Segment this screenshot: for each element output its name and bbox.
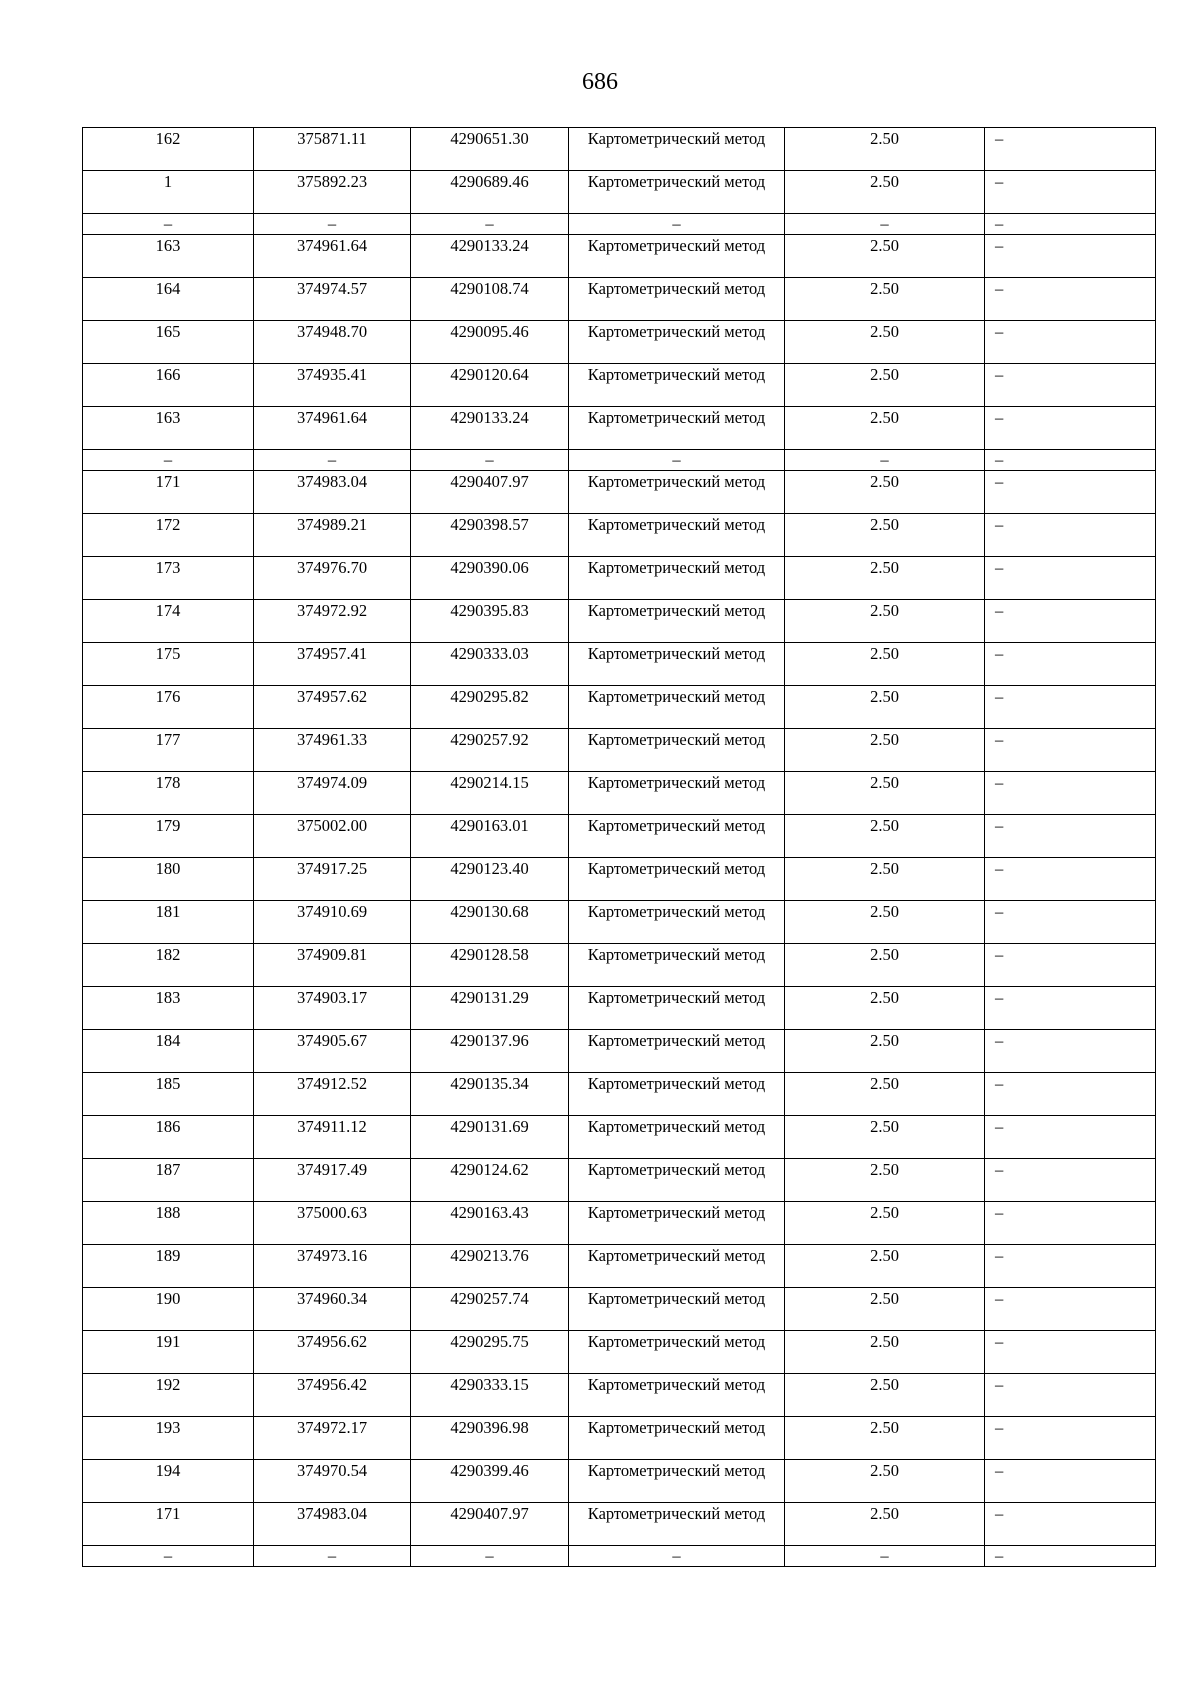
table-row <box>83 600 1156 643</box>
y-coordinate-cell: 4290689.46 <box>411 171 569 214</box>
y-coordinate-cell: 4290407.97 <box>411 1503 569 1546</box>
y-coordinate-cell: 4290295.82 <box>411 686 569 729</box>
table-row <box>83 1116 1156 1159</box>
accuracy-cell: 2.50 <box>785 1460 985 1503</box>
table-row <box>83 1460 1156 1503</box>
method-cell: Картометрический метод <box>569 1245 785 1288</box>
point-number-cell: 178 <box>83 772 254 815</box>
y-coordinate-cell: 4290214.15 <box>411 772 569 815</box>
y-coordinate-cell: 4290128.58 <box>411 944 569 987</box>
x-coordinate-cell: 374973.16 <box>254 1245 411 1288</box>
method-cell: Картометрический метод <box>569 1288 785 1331</box>
x-coordinate-cell: – <box>254 1546 411 1567</box>
x-coordinate-cell: 374956.62 <box>254 1331 411 1374</box>
point-number-cell: 181 <box>83 901 254 944</box>
y-coordinate-cell: 4290131.29 <box>411 987 569 1030</box>
x-coordinate-cell: 374974.57 <box>254 278 411 321</box>
note-cell: – <box>985 1331 1156 1374</box>
y-coordinate-cell: 4290095.46 <box>411 321 569 364</box>
accuracy-cell: 2.50 <box>785 600 985 643</box>
x-coordinate-cell: 374917.25 <box>254 858 411 901</box>
x-coordinate-cell: 374957.41 <box>254 643 411 686</box>
accuracy-cell: 2.50 <box>785 944 985 987</box>
table-row <box>83 364 1156 407</box>
y-coordinate-cell: 4290135.34 <box>411 1073 569 1116</box>
point-number-cell: 191 <box>83 1331 254 1374</box>
x-coordinate-cell: 375002.00 <box>254 815 411 858</box>
accuracy-cell: 2.50 <box>785 364 985 407</box>
y-coordinate-cell: 4290407.97 <box>411 471 569 514</box>
y-coordinate-cell: 4290130.68 <box>411 901 569 944</box>
table-row <box>83 514 1156 557</box>
note-cell: – <box>985 235 1156 278</box>
point-number-cell: 1 <box>83 171 254 214</box>
accuracy-cell: 2.50 <box>785 471 985 514</box>
table-row <box>83 1503 1156 1546</box>
y-coordinate-cell: – <box>411 1546 569 1567</box>
x-coordinate-cell: 374961.33 <box>254 729 411 772</box>
point-number-cell: 182 <box>83 944 254 987</box>
table-row <box>83 1546 1156 1567</box>
table-row <box>83 815 1156 858</box>
point-number-cell: 185 <box>83 1073 254 1116</box>
accuracy-cell: 2.50 <box>785 235 985 278</box>
y-coordinate-cell: 4290120.64 <box>411 364 569 407</box>
note-cell: – <box>985 1030 1156 1073</box>
point-number-cell: 176 <box>83 686 254 729</box>
x-coordinate-cell: 374972.17 <box>254 1417 411 1460</box>
x-coordinate-cell: 374989.21 <box>254 514 411 557</box>
note-cell: – <box>985 1374 1156 1417</box>
point-number-cell: 174 <box>83 600 254 643</box>
accuracy-cell: 2.50 <box>785 278 985 321</box>
x-coordinate-cell: 375871.11 <box>254 128 411 171</box>
note-cell: – <box>985 1245 1156 1288</box>
accuracy-cell: 2.50 <box>785 729 985 772</box>
y-coordinate-cell: 4290333.15 <box>411 1374 569 1417</box>
y-coordinate-cell: 4290399.46 <box>411 1460 569 1503</box>
x-coordinate-cell: 374961.64 <box>254 407 411 450</box>
method-cell: Картометрический метод <box>569 364 785 407</box>
method-cell: Картометрический метод <box>569 1460 785 1503</box>
point-number-cell: 163 <box>83 407 254 450</box>
note-cell: – <box>985 643 1156 686</box>
x-coordinate-cell: – <box>254 450 411 471</box>
point-number-cell: 193 <box>83 1417 254 1460</box>
method-cell: Картометрический метод <box>569 772 785 815</box>
table-row <box>83 1417 1156 1460</box>
table-row <box>83 944 1156 987</box>
y-coordinate-cell: 4290131.69 <box>411 1116 569 1159</box>
table-row <box>83 278 1156 321</box>
method-cell: Картометрический метод <box>569 1116 785 1159</box>
accuracy-cell: 2.50 <box>785 1288 985 1331</box>
x-coordinate-cell: 374961.64 <box>254 235 411 278</box>
point-number-cell: 183 <box>83 987 254 1030</box>
accuracy-cell: 2.50 <box>785 987 985 1030</box>
note-cell: – <box>985 772 1156 815</box>
table-row <box>83 772 1156 815</box>
note-cell: – <box>985 1546 1156 1567</box>
method-cell: Картометрический метод <box>569 1073 785 1116</box>
accuracy-cell: – <box>785 1546 985 1567</box>
accuracy-cell: 2.50 <box>785 858 985 901</box>
x-coordinate-cell: 374970.54 <box>254 1460 411 1503</box>
table-row <box>83 987 1156 1030</box>
method-cell: Картометрический метод <box>569 901 785 944</box>
method-cell: Картометрический метод <box>569 600 785 643</box>
y-coordinate-cell: 4290133.24 <box>411 235 569 278</box>
method-cell: Картометрический метод <box>569 686 785 729</box>
y-coordinate-cell: 4290163.01 <box>411 815 569 858</box>
method-cell: – <box>569 1546 785 1567</box>
x-coordinate-cell: 374974.09 <box>254 772 411 815</box>
note-cell: – <box>985 1288 1156 1331</box>
method-cell: Картометрический метод <box>569 1374 785 1417</box>
y-coordinate-cell: 4290163.43 <box>411 1202 569 1245</box>
accuracy-cell: 2.50 <box>785 1245 985 1288</box>
x-coordinate-cell: 374960.34 <box>254 1288 411 1331</box>
accuracy-cell: 2.50 <box>785 128 985 171</box>
accuracy-cell: 2.50 <box>785 1417 985 1460</box>
method-cell: Картометрический метод <box>569 1159 785 1202</box>
table-row <box>83 858 1156 901</box>
note-cell: – <box>985 1202 1156 1245</box>
accuracy-cell: 2.50 <box>785 1202 985 1245</box>
y-coordinate-cell: 4290124.62 <box>411 1159 569 1202</box>
note-cell: – <box>985 128 1156 171</box>
table-row <box>83 1288 1156 1331</box>
note-cell: – <box>985 321 1156 364</box>
table-row <box>83 557 1156 600</box>
point-number-cell: 175 <box>83 643 254 686</box>
method-cell: – <box>569 214 785 235</box>
table-row <box>83 214 1156 235</box>
point-number-cell: 187 <box>83 1159 254 1202</box>
note-cell: – <box>985 901 1156 944</box>
note-cell: – <box>985 1073 1156 1116</box>
coordinates-table <box>82 127 1156 1567</box>
method-cell: Картометрический метод <box>569 1331 785 1374</box>
page-number: 686 <box>582 69 618 95</box>
method-cell: Картометрический метод <box>569 407 785 450</box>
note-cell: – <box>985 815 1156 858</box>
note-cell: – <box>985 450 1156 471</box>
x-coordinate-cell: 374935.41 <box>254 364 411 407</box>
point-number-cell: 165 <box>83 321 254 364</box>
table-row <box>83 643 1156 686</box>
table-row <box>83 1030 1156 1073</box>
method-cell: Картометрический метод <box>569 471 785 514</box>
accuracy-cell: 2.50 <box>785 321 985 364</box>
accuracy-cell: 2.50 <box>785 171 985 214</box>
point-number-cell: 171 <box>83 1503 254 1546</box>
table-row <box>83 1202 1156 1245</box>
x-coordinate-cell: 375892.23 <box>254 171 411 214</box>
accuracy-cell: 2.50 <box>785 1159 985 1202</box>
y-coordinate-cell: 4290257.92 <box>411 729 569 772</box>
note-cell: – <box>985 214 1156 235</box>
method-cell: Картометрический метод <box>569 171 785 214</box>
x-coordinate-cell: 374911.12 <box>254 1116 411 1159</box>
table-row <box>83 407 1156 450</box>
note-cell: – <box>985 557 1156 600</box>
y-coordinate-cell: 4290333.03 <box>411 643 569 686</box>
x-coordinate-cell: 374972.92 <box>254 600 411 643</box>
method-cell: Картометрический метод <box>569 987 785 1030</box>
note-cell: – <box>985 364 1156 407</box>
method-cell: Картометрический метод <box>569 729 785 772</box>
point-number-cell: 192 <box>83 1374 254 1417</box>
point-number-cell: 166 <box>83 364 254 407</box>
note-cell: – <box>985 729 1156 772</box>
note-cell: – <box>985 1159 1156 1202</box>
accuracy-cell: – <box>785 214 985 235</box>
y-coordinate-cell: 4290396.98 <box>411 1417 569 1460</box>
accuracy-cell: 2.50 <box>785 407 985 450</box>
x-coordinate-cell: 374910.69 <box>254 901 411 944</box>
point-number-cell: 173 <box>83 557 254 600</box>
note-cell: – <box>985 1460 1156 1503</box>
x-coordinate-cell: 374905.67 <box>254 1030 411 1073</box>
note-cell: – <box>985 944 1156 987</box>
table-row <box>83 686 1156 729</box>
note-cell: – <box>985 514 1156 557</box>
point-number-cell: – <box>83 214 254 235</box>
x-coordinate-cell: 374948.70 <box>254 321 411 364</box>
table-row <box>83 1331 1156 1374</box>
point-number-cell: 172 <box>83 514 254 557</box>
point-number-cell: 164 <box>83 278 254 321</box>
y-coordinate-cell: 4290123.40 <box>411 858 569 901</box>
accuracy-cell: 2.50 <box>785 686 985 729</box>
point-number-cell: 179 <box>83 815 254 858</box>
x-coordinate-cell: 375000.63 <box>254 1202 411 1245</box>
table-row <box>83 1374 1156 1417</box>
point-number-cell: 190 <box>83 1288 254 1331</box>
x-coordinate-cell: – <box>254 214 411 235</box>
point-number-cell: 162 <box>83 128 254 171</box>
note-cell: – <box>985 471 1156 514</box>
note-cell: – <box>985 858 1156 901</box>
note-cell: – <box>985 1503 1156 1546</box>
note-cell: – <box>985 686 1156 729</box>
x-coordinate-cell: 374912.52 <box>254 1073 411 1116</box>
note-cell: – <box>985 407 1156 450</box>
accuracy-cell: 2.50 <box>785 901 985 944</box>
method-cell: Картометрический метод <box>569 235 785 278</box>
method-cell: Картометрический метод <box>569 514 785 557</box>
accuracy-cell: 2.50 <box>785 1331 985 1374</box>
table-row <box>83 729 1156 772</box>
y-coordinate-cell: 4290395.83 <box>411 600 569 643</box>
y-coordinate-cell: 4290398.57 <box>411 514 569 557</box>
accuracy-cell: 2.50 <box>785 1116 985 1159</box>
y-coordinate-cell: – <box>411 450 569 471</box>
table-row <box>83 235 1156 278</box>
table-row <box>83 450 1156 471</box>
point-number-cell: 177 <box>83 729 254 772</box>
x-coordinate-cell: 374983.04 <box>254 1503 411 1546</box>
y-coordinate-cell: 4290108.74 <box>411 278 569 321</box>
point-number-cell: 194 <box>83 1460 254 1503</box>
note-cell: – <box>985 987 1156 1030</box>
x-coordinate-cell: 374957.62 <box>254 686 411 729</box>
point-number-cell: 180 <box>83 858 254 901</box>
accuracy-cell: 2.50 <box>785 772 985 815</box>
method-cell: Картометрический метод <box>569 1503 785 1546</box>
point-number-cell: 184 <box>83 1030 254 1073</box>
method-cell: Картометрический метод <box>569 1202 785 1245</box>
accuracy-cell: 2.50 <box>785 1503 985 1546</box>
x-coordinate-cell: 374956.42 <box>254 1374 411 1417</box>
method-cell: Картометрический метод <box>569 858 785 901</box>
x-coordinate-cell: 374976.70 <box>254 557 411 600</box>
table-row <box>83 901 1156 944</box>
y-coordinate-cell: – <box>411 214 569 235</box>
note-cell: – <box>985 278 1156 321</box>
accuracy-cell: 2.50 <box>785 1030 985 1073</box>
table-row <box>83 1073 1156 1116</box>
accuracy-cell: – <box>785 450 985 471</box>
method-cell: – <box>569 450 785 471</box>
y-coordinate-cell: 4290133.24 <box>411 407 569 450</box>
note-cell: – <box>985 1417 1156 1460</box>
x-coordinate-cell: 374983.04 <box>254 471 411 514</box>
y-coordinate-cell: 4290390.06 <box>411 557 569 600</box>
table-row <box>83 321 1156 364</box>
accuracy-cell: 2.50 <box>785 815 985 858</box>
table-row <box>83 171 1156 214</box>
point-number-cell: 163 <box>83 235 254 278</box>
x-coordinate-cell: 374917.49 <box>254 1159 411 1202</box>
method-cell: Картометрический метод <box>569 643 785 686</box>
y-coordinate-cell: 4290137.96 <box>411 1030 569 1073</box>
accuracy-cell: 2.50 <box>785 1374 985 1417</box>
accuracy-cell: 2.50 <box>785 1073 985 1116</box>
method-cell: Картометрический метод <box>569 128 785 171</box>
method-cell: Картометрический метод <box>569 944 785 987</box>
method-cell: Картометрический метод <box>569 278 785 321</box>
point-number-cell: 188 <box>83 1202 254 1245</box>
note-cell: – <box>985 171 1156 214</box>
method-cell: Картометрический метод <box>569 557 785 600</box>
accuracy-cell: 2.50 <box>785 557 985 600</box>
table-row <box>83 471 1156 514</box>
method-cell: Картометрический метод <box>569 1030 785 1073</box>
note-cell: – <box>985 600 1156 643</box>
y-coordinate-cell: 4290213.76 <box>411 1245 569 1288</box>
point-number-cell: 171 <box>83 471 254 514</box>
point-number-cell: 189 <box>83 1245 254 1288</box>
method-cell: Картометрический метод <box>569 1417 785 1460</box>
x-coordinate-cell: 374903.17 <box>254 987 411 1030</box>
point-number-cell: – <box>83 1546 254 1567</box>
point-number-cell: – <box>83 450 254 471</box>
accuracy-cell: 2.50 <box>785 643 985 686</box>
method-cell: Картометрический метод <box>569 815 785 858</box>
table-row <box>83 1245 1156 1288</box>
table-row <box>83 1159 1156 1202</box>
coordinates-table-body <box>83 128 1156 1567</box>
accuracy-cell: 2.50 <box>785 514 985 557</box>
point-number-cell: 186 <box>83 1116 254 1159</box>
y-coordinate-cell: 4290295.75 <box>411 1331 569 1374</box>
table-row <box>83 128 1156 171</box>
method-cell: Картометрический метод <box>569 321 785 364</box>
x-coordinate-cell: 374909.81 <box>254 944 411 987</box>
y-coordinate-cell: 4290651.30 <box>411 128 569 171</box>
y-coordinate-cell: 4290257.74 <box>411 1288 569 1331</box>
note-cell: – <box>985 1116 1156 1159</box>
